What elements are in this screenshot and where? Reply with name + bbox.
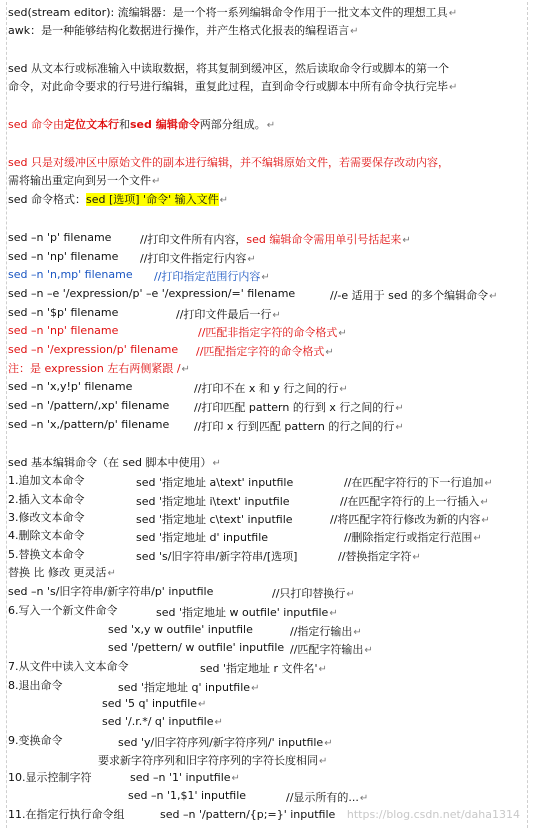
para-awk-definition: awk：是一种能够结构化数据进行操作，并产生格式化报表的编程语言↵ [8, 24, 359, 37]
para-buffer-note-2: 需将输出重定向到另一个文件↵ [8, 174, 161, 187]
basic-command-label: 5.替换文本命令 [8, 548, 85, 561]
g-cmd: sed –n '/pattern/{p;=}' inputfile [160, 808, 336, 821]
basic-command-syntax: sed 's/旧字符串/新字符串/[选项] [136, 550, 298, 563]
l-cmd2: sed –n '1,$1' inputfile [128, 789, 247, 802]
example-line [8, 268, 133, 282]
example-line [8, 418, 169, 432]
example-line [8, 250, 118, 264]
example-comment: //匹配指定字符的命令格式↵ [196, 345, 334, 358]
basics-heading: sed 基本编辑命令（在 sed 脚本中使用）↵ [8, 456, 221, 469]
example-comment: //打印 x 行到匹配 pattern 的行之间的行↵ [194, 420, 404, 433]
g-label: 11.在指定行执行命令组 [8, 808, 125, 821]
basic-command-label: 2.插入文本命令 [8, 493, 85, 506]
para-sed-workflow-2: 命令，对此命令要求的行号进行编辑，重复此过程，直到命令行或脚本中所有命令执行完毕↵ [8, 80, 458, 93]
q-label: 8.退出命令 [8, 679, 63, 692]
w-label: 6.写入一个新文件命令 [8, 604, 118, 617]
basic-command-syntax: sed '指定地址 c\text' inputfile [136, 513, 293, 526]
para-buffer-note-1: sed 只是对缓冲区中原始文件的副本进行编辑，并不编辑原始文件，若需要保存改动内容， [8, 156, 449, 169]
q-cmd: sed '指定地址 q' inputfile↵ [118, 681, 260, 694]
w-sub2-note: //匹配字符输出↵ [290, 643, 373, 656]
example-command: sed –n 'p' filename [8, 231, 112, 244]
example-command: 注：是 expression 左右两侧紧跟 / [8, 362, 181, 375]
basic-command-comment: //删除指定行或指定行范围↵ [344, 531, 482, 544]
example-line [8, 324, 118, 338]
para-command-format: sed 命令格式：sed [选项] '命令' 输入文件↵ [8, 193, 228, 206]
example-command: sed –n 'np' filename [8, 324, 119, 337]
example-command: sed –n 'x,y!p' filename [8, 380, 133, 393]
w-sub1: sed 'x,y w outfile' inputfile [108, 623, 253, 636]
basic-command-comment: //替换指定字符↵ [338, 550, 421, 563]
s-only-line: sed –n 's/旧字符串/新字符串/p' inputfile [8, 585, 214, 598]
example-line [8, 343, 178, 357]
watermark-text: https://blog.csdn.net/daha1314 [346, 808, 520, 821]
r-cmd: sed '指定地址 r 文件名'↵ [200, 662, 327, 675]
basic-command-syntax: sed '指定地址 i\text' inputfile [136, 495, 290, 508]
flex-note: 替换 比 修改 更灵活↵ [8, 566, 116, 579]
example-command: sed –n '$p' filename [8, 306, 119, 319]
example-command: sed –n 'np' filename [8, 250, 119, 263]
r-label: 7.从文件中读入文本命令 [8, 660, 129, 673]
l-note: //显示所有的...↵ [286, 791, 369, 804]
basic-command-comment: //将匹配字符行修改为新的内容↵ [330, 513, 490, 526]
example-line [8, 399, 169, 413]
w-cmd: sed '指定地址 w outfile' inputfile↵ [156, 606, 338, 619]
basic-command-comment: //在匹配字符行的上一行插入↵ [340, 495, 489, 508]
example-comment: //打印文件指定行内容↵ [140, 252, 256, 265]
q-sub1: sed '5 q' inputfile↵ [102, 697, 207, 710]
para-sed-definition: sed(stream editor): 流编辑器：是一个将一系列编辑命令作用于一批文本文件的理想工具↵ [8, 6, 458, 19]
l-label: 10.显示控制字符 [8, 771, 92, 784]
example-command: sed –n –e '/expression/p' –e '/expression/=' filename [8, 287, 296, 300]
example-command: sed –n '/expression/p' filename [8, 343, 179, 356]
s-only-note: //只打印替换行↵ [272, 587, 355, 600]
highlighted-format: sed [选项] '命令' 输入文件 [85, 193, 219, 206]
basic-command-syntax: sed '指定地址 a\text' inputfile [136, 476, 294, 489]
basic-command-label: 1.追加文本命令 [8, 474, 85, 487]
example-line [8, 306, 118, 320]
example-line: 注：是 expression 左右两侧紧跟 /↵ [8, 362, 190, 375]
example-command: sed –n '/pattern/,xp' filename [8, 399, 170, 412]
para-sed-workflow-1: sed 从文本行或标准输入中读取数据，将其复制到缓冲区，然后读取命令行或脚本的第一个 [8, 62, 449, 75]
example-comment: //打印匹配 pattern 的行到 x 行之间的行↵ [194, 401, 404, 414]
example-line [8, 287, 295, 301]
basic-command-label: 3.修改文本命令 [8, 511, 85, 524]
example-command: sed –n 'x,/pattern/p' filename [8, 418, 170, 431]
example-command: sed –n 'n,mp' filename [8, 268, 133, 281]
basic-command-label: 4.删除文本命令 [8, 529, 85, 542]
example-comment: //-e 适用于 sed 的多个编辑命令↵ [330, 289, 498, 302]
y-note: 要求新字符序列和旧字符序列的字符长度相同↵ [98, 754, 328, 767]
example-line [8, 231, 111, 245]
l-cmd1: sed –n '1' inputfile↵ [130, 771, 240, 784]
w-sub2: sed '/pettern/ w outfile' inputfile [108, 641, 285, 654]
q-sub2: sed '/.r.*/ q' inputfile↵ [102, 715, 223, 728]
example-comment: //打印不在 x 和 y 行之间的行↵ [194, 382, 348, 395]
y-cmd: sed 'y/旧字符序列/新字符序列/' inputfile↵ [118, 736, 333, 749]
example-line [8, 380, 132, 394]
example-comment: //打印文件最后一行↵ [176, 308, 281, 321]
w-sub1-note: //指定行输出↵ [290, 625, 362, 638]
example-comment: //匹配非指定字符的命令格式↵ [198, 326, 347, 339]
basic-command-syntax: sed '指定地址 d' inputfile [136, 531, 269, 544]
para-sed-parts: sed 命令由定位文本行和sed 编辑命令两部分组成。↵ [8, 118, 276, 131]
basic-command-comment: //在匹配字符行的下一行追加↵ [344, 476, 493, 489]
example-comment: //打印指定范围行内容↵ [154, 270, 270, 283]
y-label: 9.变换命令 [8, 734, 63, 747]
example-comment: //打印文件所有内容，sed 编辑命令需用单引号括起来↵ [140, 233, 411, 246]
